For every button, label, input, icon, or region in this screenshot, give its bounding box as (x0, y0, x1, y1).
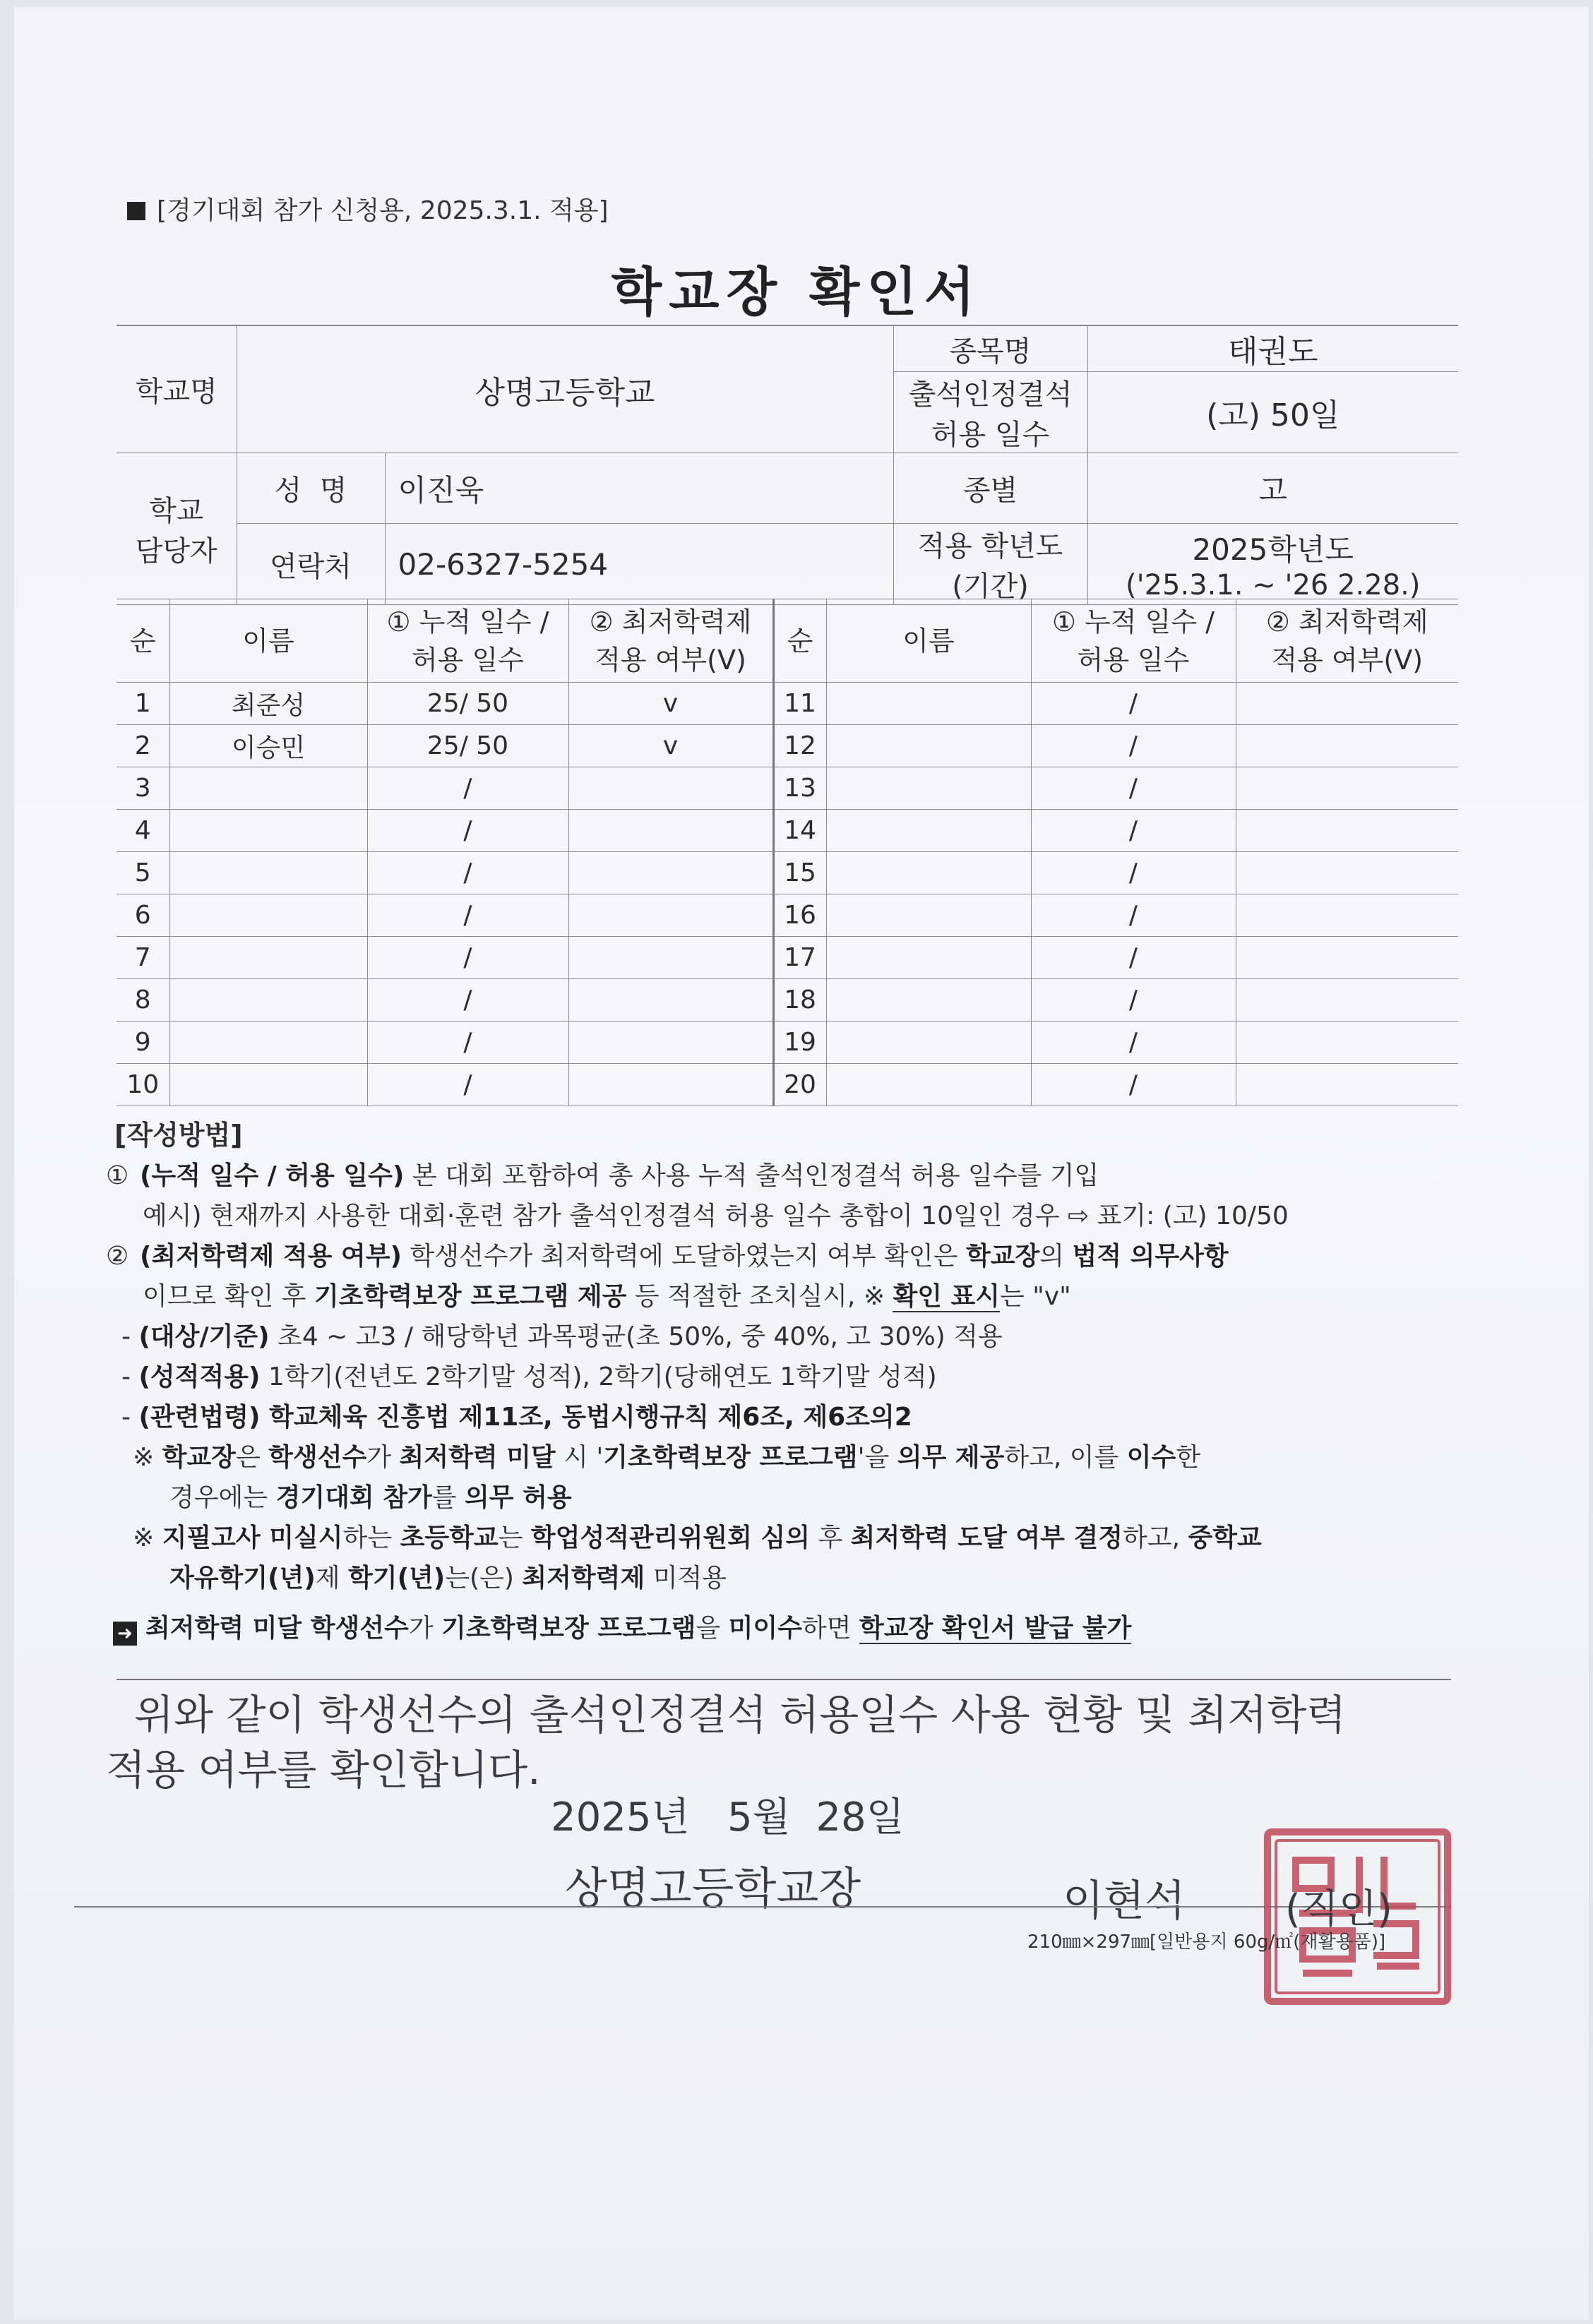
row-min-right (1236, 767, 1458, 810)
ref-2-a: 지필고사 미실시 (162, 1523, 343, 1552)
row-no-right: 13 (773, 767, 826, 810)
note-1-text: 본 대회 포함하여 총 사용 누적 출석인정결석 허용 일수를 기입 (404, 1161, 1099, 1190)
row-no: 8 (117, 979, 169, 1022)
table-row (117, 979, 1458, 1022)
row-no-right: 17 (773, 937, 826, 979)
row-days: / (367, 852, 568, 894)
note-1-num: ① (106, 1161, 129, 1190)
table-row (117, 1022, 1458, 1064)
row-no-right: 12 (773, 725, 826, 767)
ref-2-m: 는(은) (445, 1564, 523, 1593)
row-days: / (367, 1064, 568, 1106)
document-title: 학교장 확인서 (611, 262, 982, 323)
row-min-right (1236, 1064, 1458, 1106)
row-min (568, 852, 773, 894)
row-days: / (367, 979, 568, 1022)
confirm-line-2: 적용 여부를 확인합니다. (106, 1746, 541, 1794)
note-2-cont (106, 1276, 1289, 1317)
row-no: 1 (117, 683, 169, 725)
divider-bottom (74, 1906, 1451, 1907)
row-min (568, 937, 773, 979)
row-no: 3 (117, 767, 169, 810)
row-no-right: 14 (773, 810, 826, 852)
row-name-right (826, 852, 1031, 894)
row-min (568, 767, 773, 810)
row-no: 7 (117, 937, 169, 979)
warn-d: 을 (696, 1614, 729, 1643)
note-2-text-e: 는 "v" (1000, 1282, 1071, 1311)
ref-1-d: 가 (366, 1443, 400, 1472)
year-label-line2: (기간) (952, 570, 1029, 603)
dash-1-key: (대상/기준) (138, 1322, 270, 1351)
table-row (117, 852, 1458, 894)
category-label: 종별 (893, 453, 1087, 524)
confirm-line-1: 위와 같이 학생선수의 출석인정결석 허용일수 사용 현황 및 최저학력 (134, 1691, 1347, 1739)
confirm-statement (106, 1687, 1346, 1797)
note-2-principal: 학교장 (965, 1242, 1040, 1271)
dash-1-text: 초4 ~ 고3 / 해당학년 과목평균(초 50%, 중 40%, 고 30%) 적용 (269, 1322, 1003, 1351)
arrow-box-icon: ➜ (113, 1622, 137, 1646)
manager-label-line1: 학교 (149, 495, 204, 527)
ref-1-o: 를 (431, 1483, 465, 1512)
table-row (117, 683, 1458, 725)
col-min-right (1236, 599, 1458, 683)
row-days-right: / (1031, 852, 1236, 894)
row-name: 최준성 (169, 683, 367, 725)
sport-value: 태권도 (1087, 325, 1458, 372)
row-name (169, 894, 367, 937)
name-label: 성 명 (237, 453, 385, 524)
contact-label: 연락처 (237, 524, 385, 605)
note-ref-2 (106, 1518, 1289, 1558)
note-dash-1 (106, 1317, 1289, 1357)
absence-value: (고) 50일 (1087, 372, 1458, 453)
ref-1-mark: ※ (133, 1443, 162, 1472)
col-min (568, 599, 773, 683)
row-min (568, 1064, 773, 1106)
row-name (169, 1022, 367, 1064)
year-value-line1: 2025학년도 (1192, 532, 1354, 567)
ref-1-p: 의무 허용 (465, 1483, 572, 1512)
row-name-right (826, 810, 1031, 852)
name-value: 이진욱 (385, 453, 893, 524)
warn-b: 가 (408, 1614, 442, 1643)
note-ref-2-cont (106, 1558, 1289, 1598)
col-min-right-line2: 적용 여부(V) (1271, 644, 1424, 676)
note-ref-1 (106, 1437, 1289, 1478)
seal-word: (직인) (1285, 1886, 1392, 1932)
school-label: 학교명 (117, 325, 237, 453)
row-days: / (367, 894, 568, 937)
row-days-right: / (1031, 767, 1236, 810)
row-name-right (826, 979, 1031, 1022)
header-note (127, 191, 609, 227)
year-label-line1: 적용 학년도 (917, 530, 1063, 563)
row-name-right (826, 1064, 1031, 1106)
row-min-right (1236, 979, 1458, 1022)
ref-1-g: 기초학력보장 프로그램 (603, 1443, 858, 1472)
row-no: 10 (117, 1064, 169, 1106)
row-min-right (1236, 894, 1458, 937)
col-no-right: 순 (773, 599, 826, 683)
note-dash-3 (106, 1397, 1289, 1437)
roster-header-row (117, 599, 1458, 683)
row-min: v (568, 683, 773, 725)
col-days (367, 599, 568, 683)
divider-top (117, 1679, 1451, 1680)
col-name-right: 이름 (826, 599, 1031, 683)
col-days-line1: ① 누적 일수 / (386, 606, 549, 637)
row-min-right (1236, 810, 1458, 852)
row-min-right (1236, 852, 1458, 894)
manager-label-line2: 담당자 (135, 535, 217, 568)
row-days-right: / (1031, 979, 1236, 1022)
note-ref-1-cont (106, 1478, 1289, 1518)
dash-3: - (121, 1403, 139, 1432)
col-no: 순 (117, 599, 169, 683)
warning-line (106, 1608, 1289, 1648)
table-row (117, 894, 1458, 937)
row-no-right: 15 (773, 852, 826, 894)
method-heading: [작성방법] (114, 1120, 243, 1151)
col-days-right-line1: ① 누적 일수 / (1052, 606, 1215, 637)
col-days-right (1031, 599, 1236, 683)
category-value: 고 (1087, 453, 1458, 524)
row-days-right: / (1031, 937, 1236, 979)
ref-2-g: 최저학력 도달 여부 결정 (850, 1523, 1123, 1552)
ref-2-d: 는 (498, 1523, 531, 1552)
note-2-text-d: 등 적절한 조치실시, ※ (626, 1282, 893, 1311)
ref-2-j: 자유학기(년) (169, 1564, 316, 1593)
row-name (169, 852, 367, 894)
table-row (117, 725, 1458, 767)
note-2-text-a: 학생선수가 최저학력에 도달하였는지 여부 확인은 (401, 1242, 966, 1271)
ref-2-k: 제 (315, 1564, 349, 1593)
table-row (117, 937, 1458, 979)
row-min: v (568, 725, 773, 767)
ref-2-f: 후 (810, 1523, 851, 1552)
col-days-right-line2: 허용 일수 (1077, 644, 1190, 676)
dash-2-text: 1학기(전년도 2학기말 성적), 2학기(당해연도 1학기말 성적) (260, 1362, 937, 1391)
col-days-line2: 허용 일수 (412, 644, 524, 676)
row-name-right (826, 683, 1031, 725)
row-no-right: 16 (773, 894, 826, 937)
absence-label (893, 372, 1087, 453)
sport-label: 종목명 (893, 325, 1087, 372)
note-2-program: 기초학력보장 프로그램 제공 (314, 1282, 627, 1311)
ref-2-o: 미적용 (645, 1564, 727, 1593)
note-1 (106, 1156, 1289, 1196)
school-value: 상명고등학교 (237, 325, 893, 453)
note-1-key: (누적 일수 / 허용 일수) (140, 1161, 405, 1190)
warn-f: 하면 (801, 1614, 859, 1643)
col-min-line1: ② 최저학력제 (589, 606, 752, 637)
ref-2-h: 하고, (1123, 1523, 1188, 1552)
ref-1-c: 학생선수 (268, 1443, 367, 1472)
ref-2-n: 최저학력제 (522, 1564, 645, 1593)
row-no-right: 20 (773, 1064, 826, 1106)
ref-1-f: 시 ' (555, 1443, 604, 1472)
ref-1-e: 최저학력 미달 (399, 1443, 556, 1472)
absence-label-line1: 출석인정결석 (908, 378, 1073, 411)
row-days-right: / (1031, 810, 1236, 852)
table-row (117, 1064, 1458, 1106)
row-name-right (826, 767, 1031, 810)
warn-a: 최저학력 미달 학생선수 (145, 1614, 409, 1643)
row-days-right: / (1031, 1064, 1236, 1106)
ref-1-m: 경우에는 (169, 1483, 276, 1512)
ref-1-l: 한 (1176, 1443, 1201, 1472)
warn-c: 기초학력보장 프로그램 (441, 1614, 696, 1643)
row-min-right (1236, 1022, 1458, 1064)
absence-label-line2: 허용 일수 (931, 419, 1050, 451)
method-notes (106, 1115, 1289, 1648)
row-no-right: 18 (773, 979, 826, 1022)
row-no: 6 (117, 894, 169, 937)
note-2-num: ② (106, 1242, 129, 1271)
row-name-right (826, 1022, 1031, 1064)
row-no: 4 (117, 810, 169, 852)
row-min (568, 979, 773, 1022)
row-name-right (826, 894, 1031, 937)
row-name (169, 767, 367, 810)
ref-2-l: 학기(년) (348, 1564, 446, 1593)
ref-2-i: 중학교 (1188, 1523, 1262, 1552)
row-name (169, 979, 367, 1022)
row-days: / (367, 937, 568, 979)
note-2-key: (최저학력제 적용 여부) (140, 1242, 402, 1271)
row-no-right: 19 (773, 1022, 826, 1064)
warn-e: 미이수 (728, 1614, 802, 1643)
row-no: 5 (117, 852, 169, 894)
year-value (1087, 524, 1458, 605)
row-min-right (1236, 725, 1458, 767)
row-name: 이승민 (169, 725, 367, 767)
contact-value: 02-6327-5254 (385, 524, 893, 605)
row-days-right: / (1031, 894, 1236, 937)
row-days-right: / (1031, 725, 1236, 767)
ref-1-k: 이수 (1126, 1443, 1176, 1472)
note-2-mark: 확인 표시 (893, 1282, 1001, 1311)
period-value: ('25.3.1. ~ '26 2.28.) (1126, 569, 1421, 601)
row-name (169, 1064, 367, 1106)
ref-1-j: 하고, 이를 (1004, 1443, 1127, 1472)
note-dash-2 (106, 1357, 1289, 1397)
row-name (169, 810, 367, 852)
warn-g: 학교장 확인서 발급 불가 (859, 1614, 1132, 1643)
row-name-right (826, 725, 1031, 767)
dash-2: - (121, 1362, 139, 1391)
issue-date: 2025년 5월 28일 (551, 1795, 905, 1840)
manager-label (117, 453, 237, 605)
ref-2-c: 초등학교 (400, 1523, 499, 1552)
note-2-text-c: 이므로 확인 후 (143, 1282, 314, 1311)
principal-title: 상명고등학교장 (565, 1862, 861, 1914)
ref-2-e: 학업성적관리위원회 심의 (530, 1523, 810, 1552)
ref-1-n: 경기대회 참가 (275, 1483, 432, 1512)
square-bullet-icon (127, 202, 145, 220)
dash-1: - (121, 1322, 139, 1351)
table-row (117, 767, 1458, 810)
row-min-right (1236, 937, 1458, 979)
row-no: 2 (117, 725, 169, 767)
paper-spec-footer: 210㎜×297㎜[일반용지 60g/㎡(재활용품)] (1027, 1931, 1386, 1953)
note-2-text-b: 의 (1039, 1242, 1073, 1271)
year-label (893, 524, 1087, 605)
col-name: 이름 (169, 599, 367, 683)
row-name (169, 937, 367, 979)
row-no-right: 11 (773, 683, 826, 725)
note-2-duty: 법적 의무사항 (1072, 1242, 1229, 1271)
info-table (117, 325, 1458, 605)
row-days: / (367, 767, 568, 810)
col-min-line2: 적용 여부(V) (595, 644, 746, 676)
ref-2-mark: ※ (133, 1523, 162, 1552)
principal-name: 이현석 (1063, 1876, 1186, 1926)
row-days: 25/ 50 (367, 683, 568, 725)
table-row (117, 810, 1458, 852)
row-min (568, 894, 773, 937)
header-note-text: [경기대회 참가 신청용, 2025.3.1. 적용] (157, 196, 609, 225)
row-days: / (367, 1022, 568, 1064)
row-min (568, 810, 773, 852)
row-no: 9 (117, 1022, 169, 1064)
dash-2-key: (성적적용) (138, 1362, 261, 1391)
row-days: 25/ 50 (367, 725, 568, 767)
dash-3-text: 학교체육 진흥법 제11조, 동법시행규칙 제6조, 제6조의2 (260, 1403, 912, 1432)
ref-1-a: 학교장 (162, 1443, 236, 1472)
ref-1-i: 의무 제공 (897, 1443, 1005, 1472)
row-min (568, 1022, 773, 1064)
row-days-right: / (1031, 1022, 1236, 1064)
note-1-example: 예시) 현재까지 사용한 대회·훈련 참가 출석인정결석 허용 일수 총합이 10일인 경우 ⇨ 표기: (고) 10/50 (143, 1202, 1289, 1230)
row-days-right: / (1031, 683, 1236, 725)
col-min-right-line1: ② 최저학력제 (1265, 606, 1428, 637)
ref-1-h: '을 (857, 1443, 897, 1472)
ref-2-b: 하는 (342, 1523, 400, 1552)
ref-1-b: 은 (235, 1443, 269, 1472)
dash-3-key: (관련법령) (138, 1403, 261, 1432)
row-min-right (1236, 683, 1458, 725)
roster-table (117, 599, 1458, 1106)
row-days: / (367, 810, 568, 852)
row-name-right (826, 937, 1031, 979)
note-2 (106, 1236, 1289, 1276)
roster-body (117, 683, 1458, 1106)
